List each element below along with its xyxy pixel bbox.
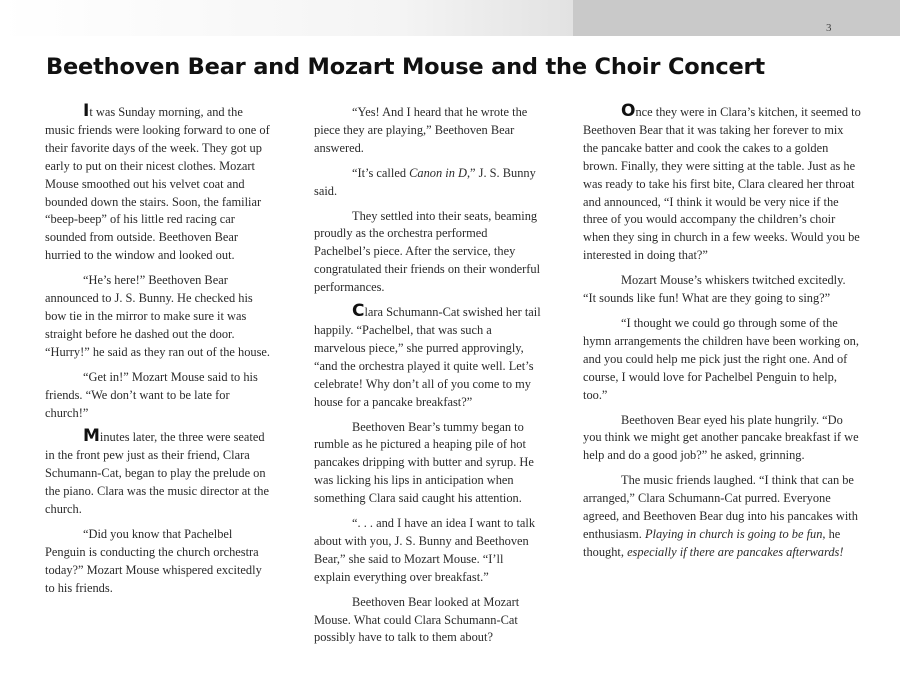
paragraph-text: nce they were in Clara’s kitchen, it seemed to Beethoven Bear that it was taking her forever to mix the pancake batter and cook the cakes to a golden brown. Finally, they were sitting at the table. Just as he was ready to take his first bite, Clara cleared her throat and announced, “I think it would be very nice if the three of you would accompany the children’s choir when they sing in church in a few weeks. Would you be interested in doing that?” [583,105,861,263]
paragraph: “Did you know that Pachelbel Penguin is conducting the church orchestra today?” Mozart Mouse whispered excitedly to his friends. [45,526,262,595]
paragraph: They settled into their seats, beaming proudly as the orchestra performed Pachelbel’s piece. After the service, they congratulated their friends on their wonderful performances. [314,208,541,295]
italic-thought: Playing in church is going to be fun, [644,526,826,541]
paragraph-text: inutes later, the three were seated in the front pew just as their friend, Clara Schumann-Cat, began to play the prelude on the piano. Clara was the music director at the church. [45,430,269,517]
paragraph-text: The music friends laughed. “I think that can be arranged,” Clara Schumann-Cat purred. Everyone agreed, and Beethoven Bear dug into his pancakes with enthusiasm. [583,473,858,541]
paragraph: Beethoven Bear’s tummy began to rumble as he pictured a heaping pile of hot pancakes dripping with butter and syrup. He was licking his lips in anticipation when something Clara said caught his attention. [314,419,534,506]
paragraph [314,301,542,411]
paragraph: “Yes! And I heard that he wrote the piece they are playing,” Beethoven Bear answered. [314,105,528,155]
paragraph [583,472,861,562]
text-column-3 [583,101,861,569]
paragraph [314,165,542,201]
paragraph: “He’s here!” Beethoven Bear announced to J. S. Bunny. He checked his bow tie in the mirror to make sure it was straight before he dashed out the door. “Hurry!” he said as they ran out of the house. [45,273,271,359]
header-band-gray [573,0,900,36]
paragraph [45,101,273,265]
paragraph: “Get in!” Mozart Mouse said to his friends. “We don’t want to be late for church!” [45,369,258,420]
paragraph: “I thought we could go through some of the hymn arrangements the children have been working on, and you could help me pick just the right one. And of course, I would love for Pachelbel Penguin to help, too.” [583,315,859,402]
paragraph: Beethoven Bear eyed his plate hungrily. “Do you think we might get another pancake breakfast if we help and do a good job?” he asked, grinning. [583,412,859,463]
paragraph-text: “It’s called [352,165,410,180]
paragraph: “. . . and I have an idea I want to talk about with you, J. S. Bunny and Beethoven Bear,” she said to Mozart Mouse. “I’ll explain everything over breakfast.” [314,516,536,584]
drop-cap: O [621,101,636,121]
italic-thought: especially if there are pancakes afterwards! [627,544,844,559]
page-number: 3 [826,22,832,34]
header-band-left [0,0,573,36]
paragraph-text: t was Sunday morning, and the music friends were looking forward to one of their favorite days of the week. They got up early to put on their nicest clothes. Mozart Mouse smoothed out his velvet coat and bounded down the stairs. Soon, the familiar “beep-beep” of his little red racing car sounded from outside. Beethoven Bear hurried to the window and looked out. [45,105,270,263]
paragraph-text: lara Schumann-Cat swished her tail happily. “Pachelbel, that was such a marvelous piece,” she purred approvingly, “and the orchestra played it quite well. Let’s celebrate! Why don’t all of you come to my house for a pancake breakfast?” [314,305,541,409]
drop-cap: C [352,301,365,322]
page-title: Beethoven Bear and Mozart Mouse and the Choir Concert [46,54,765,80]
paragraph-text: he thought, [583,526,841,559]
header-band [0,0,900,36]
paragraph [583,101,861,265]
drop-cap: I [83,101,90,121]
text-column-1 [45,101,273,605]
paragraph: Mozart Mouse’s whiskers twitched excitedly. “It sounds like fun! What are they going to sing?” [583,273,846,306]
paragraph-text: ,” J. S. Bunny said. [314,165,536,198]
paragraph: Beethoven Bear looked at Mozart Mouse. What could Clara Schumann-Cat possibly have to talk to them about? [314,594,520,645]
italic-title: Canon in D [409,165,467,180]
drop-cap: M [83,426,100,447]
text-column-2 [314,104,542,654]
paragraph [45,426,273,519]
